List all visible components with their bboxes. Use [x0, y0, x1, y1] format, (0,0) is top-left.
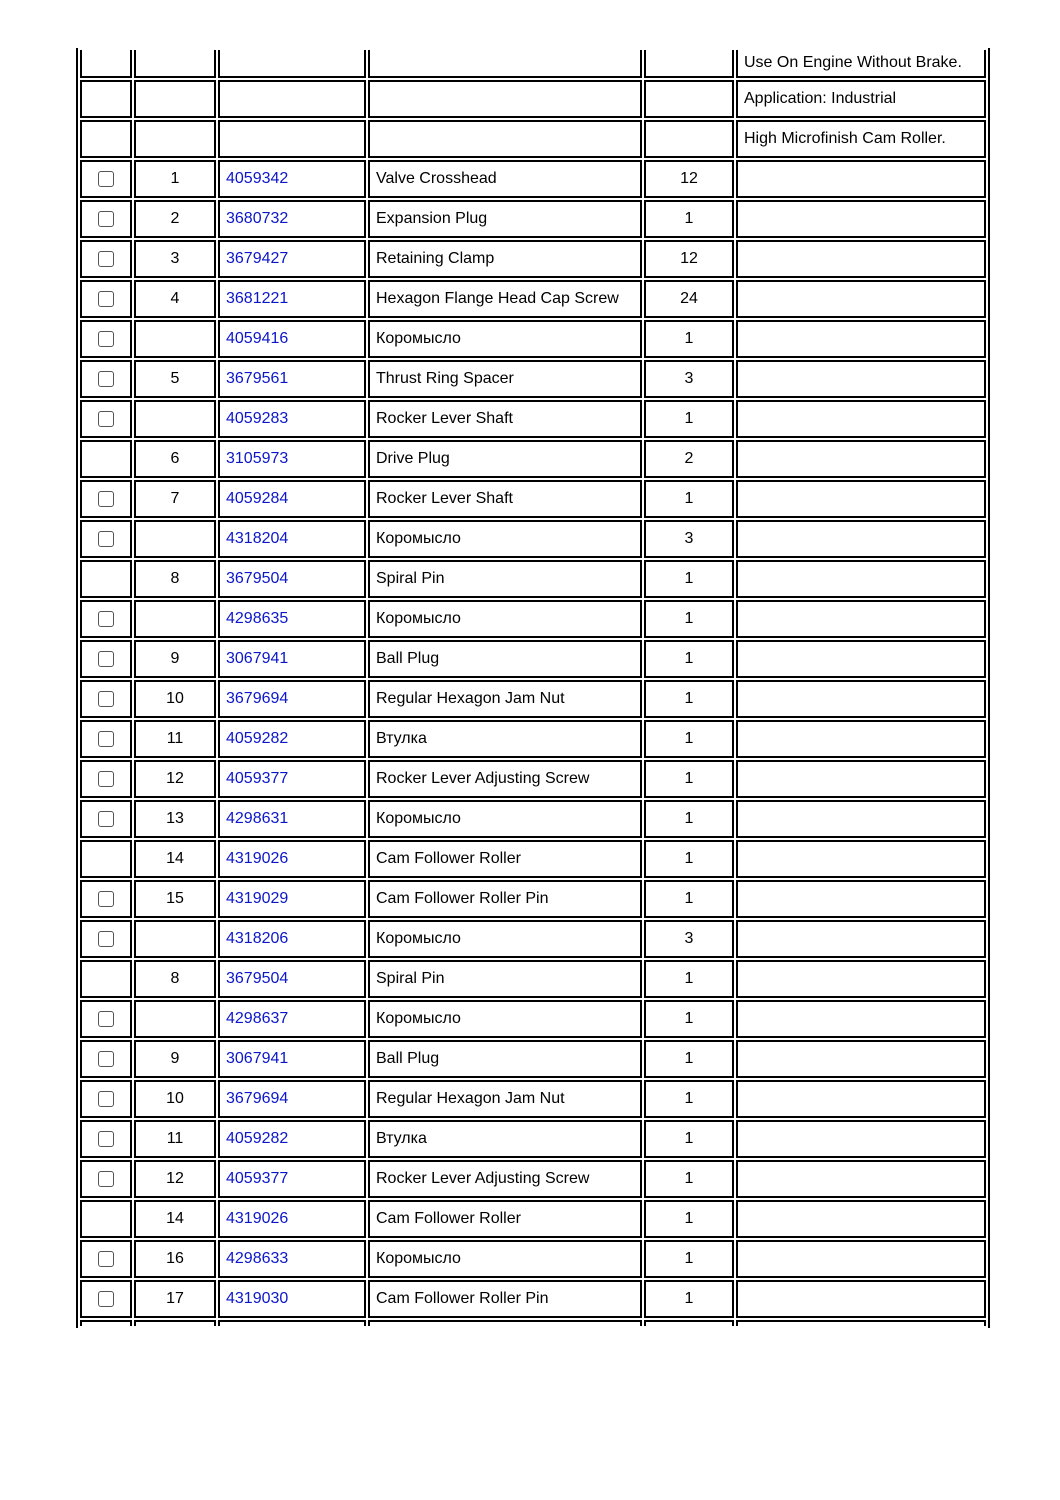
quantity: 24: [644, 280, 734, 318]
part-name: Коромысло: [368, 1000, 642, 1038]
select-checkbox[interactable]: [98, 691, 114, 707]
part-number-link[interactable]: 3679427: [226, 250, 289, 267]
part-name: Коромысло: [368, 520, 642, 558]
part-name: Коромысло: [368, 1240, 642, 1278]
table-row: [80, 320, 986, 358]
part-name: Spiral Pin: [368, 960, 642, 998]
table-row: [80, 1280, 986, 1318]
part-name: Cam Follower Roller: [368, 1200, 642, 1238]
part-name: Retaining Clamp: [368, 240, 642, 278]
note: [736, 720, 986, 758]
table-row: [80, 50, 986, 78]
item-number: [134, 1320, 216, 1326]
select-cell: [80, 320, 132, 358]
item-number: [134, 50, 216, 78]
item-number: [134, 920, 216, 958]
item-number: [134, 80, 216, 118]
note: [736, 960, 986, 998]
part-number-link[interactable]: 4059342: [226, 170, 289, 187]
part-name: Drive Plug: [368, 440, 642, 478]
note: [736, 360, 986, 398]
part-name: [368, 120, 642, 158]
select-checkbox[interactable]: [98, 291, 114, 307]
table-row: [80, 80, 986, 118]
select-checkbox[interactable]: [98, 531, 114, 547]
quantity: 1: [644, 680, 734, 718]
quantity: 1: [644, 1040, 734, 1078]
note: [736, 200, 986, 238]
part-number-cell: [218, 1240, 366, 1278]
select-checkbox[interactable]: [98, 211, 114, 227]
select-cell: [80, 280, 132, 318]
part-number-link[interactable]: 3067941: [226, 650, 289, 667]
item-number: [134, 520, 216, 558]
item-number: 14: [134, 840, 216, 878]
part-name: Cam Follower Roller: [368, 840, 642, 878]
select-cell: [80, 760, 132, 798]
select-checkbox[interactable]: [98, 411, 114, 427]
item-number: 12: [134, 760, 216, 798]
select-cell: [80, 680, 132, 718]
item-number: 10: [134, 1080, 216, 1118]
part-number-cell: [218, 400, 366, 438]
select-checkbox[interactable]: [98, 331, 114, 347]
quantity: 1: [644, 640, 734, 678]
table-row: [80, 880, 986, 918]
part-number-cell: [218, 320, 366, 358]
part-name: Rocker Lever Adjusting Screw: [368, 1160, 642, 1198]
part-number-link[interactable]: 4059377: [226, 1170, 289, 1187]
table-row: [80, 1040, 986, 1078]
item-number: [134, 400, 216, 438]
note: [736, 560, 986, 598]
part-number-cell: [218, 480, 366, 518]
select-cell: [80, 1120, 132, 1158]
note: [736, 480, 986, 518]
select-checkbox[interactable]: [98, 1291, 114, 1307]
note: [736, 1320, 986, 1326]
select-checkbox[interactable]: [98, 611, 114, 627]
part-number-link[interactable]: 3679561: [226, 370, 289, 387]
part-number-cell: [218, 1120, 366, 1158]
part-number-link[interactable]: 4298631: [226, 810, 289, 827]
part-name: Rocker Lever Adjusting Screw: [368, 760, 642, 798]
table-row: [80, 1080, 986, 1118]
note: [736, 1280, 986, 1318]
quantity: 1: [644, 1000, 734, 1038]
select-cell: [80, 1160, 132, 1198]
item-number: 6: [134, 440, 216, 478]
part-number-cell: [218, 120, 366, 158]
select-checkbox[interactable]: [98, 651, 114, 667]
select-cell: [80, 920, 132, 958]
table-row: [80, 840, 986, 878]
table-row: [80, 280, 986, 318]
table-row: [80, 800, 986, 838]
item-number: 8: [134, 560, 216, 598]
note: [736, 1160, 986, 1198]
select-cell: [80, 800, 132, 838]
part-name: Valve Crosshead: [368, 160, 642, 198]
table-row: [80, 560, 986, 598]
note: [736, 240, 986, 278]
part-name: Ball Plug: [368, 1040, 642, 1078]
table-row: [80, 520, 986, 558]
select-checkbox[interactable]: [98, 1131, 114, 1147]
part-number-cell: [218, 280, 366, 318]
select-cell: [80, 120, 132, 158]
part-name: [368, 80, 642, 118]
quantity: 1: [644, 840, 734, 878]
part-number-link[interactable]: 4319029: [226, 890, 289, 907]
quantity: [644, 80, 734, 118]
note: [736, 400, 986, 438]
part-number-link[interactable]: 4059377: [226, 770, 289, 787]
select-checkbox[interactable]: [98, 371, 114, 387]
note: [736, 920, 986, 958]
note: [736, 800, 986, 838]
select-checkbox[interactable]: [98, 491, 114, 507]
quantity: [644, 120, 734, 158]
quantity: 12: [644, 240, 734, 278]
select-checkbox[interactable]: [98, 731, 114, 747]
part-name: Hexagon Flange Head Cap Screw: [368, 280, 642, 318]
part-number-link[interactable]: 4319030: [226, 1290, 289, 1307]
item-number: 14: [134, 1200, 216, 1238]
select-cell: [80, 720, 132, 758]
quantity: 12: [644, 160, 734, 198]
select-checkbox[interactable]: [98, 811, 114, 827]
select-cell: [80, 400, 132, 438]
select-cell: [80, 440, 132, 478]
part-number-link[interactable]: 3105973: [226, 450, 289, 467]
part-name: Втулка: [368, 720, 642, 758]
part-number-cell: [218, 800, 366, 838]
part-number-link[interactable]: 4298633: [226, 1250, 289, 1267]
part-number-cell: [218, 1080, 366, 1118]
table-row: [80, 440, 986, 478]
quantity: 1: [644, 1200, 734, 1238]
item-number: 4: [134, 280, 216, 318]
table-row: [80, 1160, 986, 1198]
part-number-link[interactable]: 3679504: [226, 970, 289, 987]
note: [736, 640, 986, 678]
select-cell: [80, 640, 132, 678]
note: High Microfinish Cam Roller.: [736, 120, 986, 158]
part-name: Regular Hexagon Jam Nut: [368, 680, 642, 718]
quantity: 3: [644, 520, 734, 558]
part-number-cell: [218, 720, 366, 758]
table-row: [80, 240, 986, 278]
part-number-link[interactable]: 4319026: [226, 1210, 289, 1227]
parts-table: [76, 48, 990, 1328]
table-row: [80, 640, 986, 678]
part-name: Spiral Pin: [368, 560, 642, 598]
quantity: 1: [644, 880, 734, 918]
note: [736, 320, 986, 358]
quantity: 3: [644, 920, 734, 958]
select-checkbox[interactable]: [98, 771, 114, 787]
part-name: Cam Follower Roller Pin: [368, 880, 642, 918]
part-number-link[interactable]: 4059282: [226, 730, 289, 747]
part-number-link[interactable]: 4318206: [226, 930, 289, 947]
part-name: Коромысло: [368, 320, 642, 358]
item-number: 9: [134, 640, 216, 678]
part-name: Regular Hexagon Jam Nut: [368, 1080, 642, 1118]
part-number-cell: [218, 240, 366, 278]
table-row: [80, 120, 986, 158]
item-number: 2: [134, 200, 216, 238]
select-cell: [80, 1280, 132, 1318]
part-number-cell: [218, 160, 366, 198]
table-row: [80, 1120, 986, 1158]
note: [736, 680, 986, 718]
table-row: [80, 720, 986, 758]
part-name: Thrust Ring Spacer: [368, 360, 642, 398]
part-number-cell: [218, 920, 366, 958]
item-number: [134, 320, 216, 358]
part-number-cell: [218, 1040, 366, 1078]
item-number: 8: [134, 960, 216, 998]
part-number-cell: [218, 520, 366, 558]
table-row: [80, 400, 986, 438]
part-number-link[interactable]: 3679694: [226, 1090, 289, 1107]
table-row: [80, 160, 986, 198]
part-name: Rocker Lever Shaft: [368, 400, 642, 438]
part-number-cell: [218, 880, 366, 918]
part-number-cell: [218, 200, 366, 238]
select-cell: [80, 1200, 132, 1238]
item-number: [134, 120, 216, 158]
table-row: [80, 960, 986, 998]
table-row: [80, 1240, 986, 1278]
quantity: 1: [644, 1080, 734, 1118]
table-row: [80, 200, 986, 238]
part-number-cell: [218, 1160, 366, 1198]
select-cell: [80, 880, 132, 918]
part-number-cell: [218, 1000, 366, 1038]
note: [736, 840, 986, 878]
item-number: 16: [134, 1240, 216, 1278]
select-cell: [80, 1320, 132, 1326]
quantity: 1: [644, 320, 734, 358]
part-number-cell: [218, 1280, 366, 1318]
part-name: Cam Follower Roller Pin: [368, 1280, 642, 1318]
note: [736, 1120, 986, 1158]
quantity: 1: [644, 760, 734, 798]
part-number-cell: [218, 840, 366, 878]
table-row: [80, 360, 986, 398]
item-number: 3: [134, 240, 216, 278]
note: [736, 760, 986, 798]
part-number-link[interactable]: 4059283: [226, 410, 289, 427]
quantity: 1: [644, 1280, 734, 1318]
part-number-cell: [218, 1200, 366, 1238]
quantity: 1: [644, 400, 734, 438]
select-cell: [80, 200, 132, 238]
quantity: 1: [644, 480, 734, 518]
item-number: 7: [134, 480, 216, 518]
note: Application: Industrial: [736, 80, 986, 118]
part-number-link[interactable]: 4319026: [226, 850, 289, 867]
item-number: [134, 600, 216, 638]
quantity: 2: [644, 440, 734, 478]
select-checkbox[interactable]: [98, 1171, 114, 1187]
part-number-link[interactable]: 4298637: [226, 1010, 289, 1027]
item-number: 1: [134, 160, 216, 198]
select-checkbox[interactable]: [98, 171, 114, 187]
item-number: [134, 1000, 216, 1038]
part-number-cell: [218, 1320, 366, 1326]
quantity: 1: [644, 1160, 734, 1198]
note: [736, 880, 986, 918]
quantity: 1: [644, 1240, 734, 1278]
part-name: Коромысло: [368, 600, 642, 638]
part-number-link[interactable]: 3680732: [226, 210, 289, 227]
quantity: 1: [644, 200, 734, 238]
select-cell: [80, 560, 132, 598]
table-row: [80, 920, 986, 958]
note: [736, 1080, 986, 1118]
select-cell: [80, 160, 132, 198]
select-checkbox[interactable]: [98, 1011, 114, 1027]
quantity: 3: [644, 360, 734, 398]
select-checkbox[interactable]: [98, 891, 114, 907]
note: [736, 280, 986, 318]
parts-table-body: [80, 50, 986, 1326]
part-number-cell: [218, 50, 366, 78]
note: Use On Engine Without Brake.: [736, 50, 986, 78]
part-name: Коромысло: [368, 800, 642, 838]
select-cell: [80, 480, 132, 518]
table-row: [80, 600, 986, 638]
select-checkbox[interactable]: [98, 1251, 114, 1267]
item-number: 10: [134, 680, 216, 718]
part-number-link[interactable]: 3679504: [226, 570, 289, 587]
select-cell: [80, 600, 132, 638]
part-number-cell: [218, 640, 366, 678]
part-name: [368, 1320, 642, 1326]
table-row: [80, 1320, 986, 1326]
select-checkbox[interactable]: [98, 251, 114, 267]
table-row: [80, 1200, 986, 1238]
part-name: Втулка: [368, 1120, 642, 1158]
part-number-cell: [218, 80, 366, 118]
item-number: 9: [134, 1040, 216, 1078]
part-number-cell: [218, 440, 366, 478]
table-row: [80, 760, 986, 798]
select-cell: [80, 240, 132, 278]
quantity: 1: [644, 720, 734, 758]
part-number-cell: [218, 960, 366, 998]
note: [736, 520, 986, 558]
note: [736, 600, 986, 638]
quantity: [644, 50, 734, 78]
quantity: 1: [644, 560, 734, 598]
select-cell: [80, 1080, 132, 1118]
note: [736, 1200, 986, 1238]
quantity: 1: [644, 960, 734, 998]
part-number-link[interactable]: 4318204: [226, 530, 289, 547]
select-checkbox[interactable]: [98, 1051, 114, 1067]
item-number: 13: [134, 800, 216, 838]
note: [736, 440, 986, 478]
select-checkbox[interactable]: [98, 931, 114, 947]
item-number: 11: [134, 720, 216, 758]
note: [736, 1040, 986, 1078]
select-cell: [80, 1040, 132, 1078]
note: [736, 160, 986, 198]
table-row: [80, 1000, 986, 1038]
note: [736, 1000, 986, 1038]
part-number-link[interactable]: 3679694: [226, 690, 289, 707]
select-cell: [80, 1240, 132, 1278]
item-number: 17: [134, 1280, 216, 1318]
quantity: [644, 1320, 734, 1326]
quantity: 1: [644, 800, 734, 838]
part-number-cell: [218, 600, 366, 638]
note: [736, 1240, 986, 1278]
table-row: [80, 480, 986, 518]
part-number-link[interactable]: 4298635: [226, 610, 289, 627]
item-number: 5: [134, 360, 216, 398]
part-number-cell: [218, 360, 366, 398]
part-name: Expansion Plug: [368, 200, 642, 238]
part-number-link[interactable]: 3067941: [226, 1050, 289, 1067]
part-name: [368, 50, 642, 78]
quantity: 1: [644, 600, 734, 638]
part-name: Rocker Lever Shaft: [368, 480, 642, 518]
part-number-link[interactable]: 4059282: [226, 1130, 289, 1147]
part-name: Ball Plug: [368, 640, 642, 678]
quantity: 1: [644, 1120, 734, 1158]
part-number-cell: [218, 560, 366, 598]
item-number: 12: [134, 1160, 216, 1198]
select-cell: [80, 520, 132, 558]
select-cell: [80, 50, 132, 78]
part-name: Коромысло: [368, 920, 642, 958]
select-cell: [80, 960, 132, 998]
part-number-link[interactable]: 3681221: [226, 290, 289, 307]
select-cell: [80, 840, 132, 878]
item-number: 11: [134, 1120, 216, 1158]
part-number-link[interactable]: 4059416: [226, 330, 289, 347]
item-number: 15: [134, 880, 216, 918]
part-number-cell: [218, 680, 366, 718]
part-number-link[interactable]: 4059284: [226, 490, 289, 507]
part-number-cell: [218, 760, 366, 798]
select-checkbox[interactable]: [98, 1091, 114, 1107]
select-cell: [80, 1000, 132, 1038]
select-cell: [80, 80, 132, 118]
select-cell: [80, 360, 132, 398]
table-row: [80, 680, 986, 718]
